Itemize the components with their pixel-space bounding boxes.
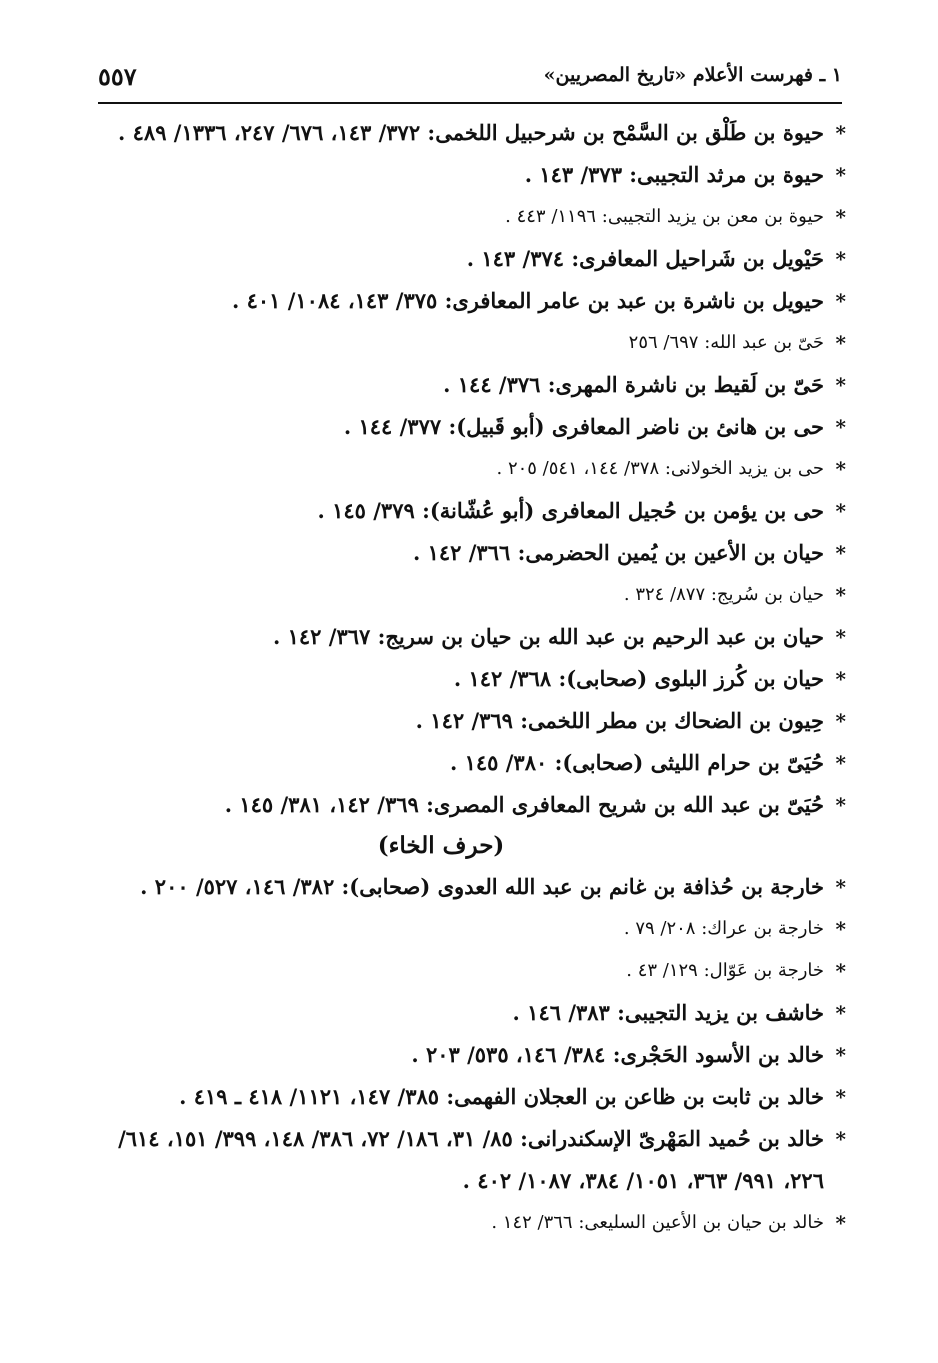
entry-text: حِيون بن الضحاك بن مطر اللخمى: ٣٦٩/ ١٤٢ . [415,708,824,733]
bullet-icon: * [835,1127,846,1151]
entry-text: حَيْويل بن شَراحيل المعافرى: ٣٧٤/ ١٤٣ . [466,246,824,271]
index-entry [96,574,846,616]
entry-text: خالد بن الأسود الحَجْرى: ٣٨٤/ ١٤٦، ٥٣٥/ ٢٠٣ . [411,1042,824,1067]
entry-text: حَىّ بن لَقيط بن ناشرة المهرى: ٣٧٦/ ١٤٤ . [443,372,824,397]
bullet-icon: * [835,331,846,355]
bullet-icon: * [835,959,846,983]
bullet-icon: * [835,667,846,691]
index-entry [96,406,846,448]
index-entry [96,992,846,1034]
entry-text: خالد بن حيان بن الأعين السليعى: ٣٦٦/ ١٤٢ . [491,1212,824,1233]
section-heading: (حرف الخاء) [377,832,505,859]
bullet-icon: * [835,1043,846,1067]
index-entries [96,112,846,1244]
entry-text: حيويل بن ناشرة بن عبد بن عامر المعافرى: ٣٧٥/ ١٤٣، ١٠٨٤/ ٤٠١ . [231,288,824,313]
index-entry [96,364,846,406]
bullet-icon: * [835,163,846,187]
bullet-icon: * [835,583,846,607]
bullet-icon: * [835,457,846,481]
entry-text: حيوة بن معن بن يزيد التجيبى: ١١٩٦/ ٤٤٣ . [505,206,824,227]
index-entry [96,196,846,238]
index-entry [96,658,846,700]
index-entry [96,448,846,490]
index-entry [96,490,846,532]
entry-text: حُيَىّ بن حرام الليثى (صحابى): ٣٨٠/ ١٤٥ . [449,750,824,775]
bullet-icon: * [835,1085,846,1109]
index-entry [96,280,846,322]
bullet-icon: * [835,499,846,523]
entry-text: حُيَىّ بن عبد الله بن شريح المعافرى المصرى: ٣٦٩/ ١٤٢، ٣٨١/ ١٤٥ . [224,792,824,817]
bullet-icon: * [835,1211,846,1235]
entry-text: خارجة بن حُذافة بن غانم بن عبد الله العدوى (صحابى): ٣٨٢/ ١٤٦، ٥٢٧/ ٢٠٠ . [140,874,824,899]
index-entry [96,742,846,784]
entry-text: حيوة بن طَلْق بن السَّمْح بن شرحبيل اللخمى: ٣٧٢/ ١٤٣، ٦٧٦/ ٢٤٧، ١٣٣٦/ ٤٨٩ . [118,120,824,145]
index-entry [96,1034,846,1076]
bullet-icon: * [835,289,846,313]
entry-text: حيان بن سُريج: ٨٧٧/ ٣٢٤ . [623,584,824,605]
bullet-icon: * [835,121,846,145]
index-entry [96,950,846,992]
page-number: ٥٥٧ [98,62,137,91]
index-entry [96,784,846,826]
bullet-icon: * [835,917,846,941]
entry-text: حيان بن كُرز البلوى (صحابى): ٣٦٨/ ١٤٢ . [453,666,824,691]
index-entry [96,1118,846,1202]
bullet-icon: * [835,625,846,649]
bullet-icon: * [835,793,846,817]
index-entry [96,322,846,364]
entries-ha-section [96,112,846,826]
bullet-icon: * [835,875,846,899]
index-entry [96,866,846,908]
index-entry [96,1202,846,1244]
entry-text: حَىّ بن عبد الله: ٦٩٧/ ٢٥٦ [628,332,824,353]
index-entry [96,532,846,574]
index-entry [96,154,846,196]
entry-text: خاشف بن يزيد التجيبى: ٣٨٣/ ١٤٦ . [512,1000,824,1025]
index-entry [96,908,846,950]
index-entry [96,616,846,658]
entry-text: خالد بن حُميد المَهْرىّ الإسكندرانى: ٨٥/ ٣١، ١٨٦/ ٧٢، ٣٨٦/ ١٤٨، ٣٩٩/ ١٥١، ٦١٤/ ٢٢٦، ٩٩١/ ٣٦٣، ١٠٥١/ ٣٨٤، ١٠٨٧/ ٤٠٢ . [118,1126,824,1193]
entry-text: حيان بن الأعين بن يُمين الحضرمى: ٣٦٦/ ١٤٢ . [412,540,824,565]
index-entry [96,238,846,280]
bullet-icon: * [835,205,846,229]
bullet-icon: * [835,709,846,733]
entry-text: خالد بن ثابت بن ظاعن بن العجلان الفهمى: ٣٨٥/ ١٤٧، ١١٢١/ ٤١٨ ـ ٤١٩ . [179,1084,824,1109]
entry-text: خارجة بن عَوّال: ١٢٩/ ٤٣ . [626,960,824,981]
bullet-icon: * [835,415,846,439]
entries-kha-section [96,866,846,1244]
bullet-icon: * [835,751,846,775]
page-header [98,58,842,104]
index-entry [96,700,846,742]
entry-text: حيوة بن مرثد التجيبى: ٣٧٣/ ١٤٣ . [524,162,824,187]
running-title: ١ ـ فهرست الأعلام «تاريخ المصريين» [543,64,842,86]
entry-text: حيان بن عبد الرحيم بن عبد الله بن حيان بن سريج: ٣٦٧/ ١٤٢ . [273,624,824,649]
bullet-icon: * [835,373,846,397]
entry-text: حى بن يزيد الخولانى: ٣٧٨/ ١٤٤، ٥٤١/ ٢٠٥ . [496,458,824,479]
index-entry [96,112,846,154]
entry-text: حى بن هانئ بن ناضر المعافرى (أبو قَبيل): ٣٧٧/ ١٤٤ . [343,414,824,439]
bullet-icon: * [835,541,846,565]
entry-text: حى بن يؤمن بن حُجيل المعافرى (أبو عُشّانة): ٣٧٩/ ١٤٥ . [317,498,824,523]
entry-text: خارجة بن عراك: ٢٠٨/ ٧٩ . [623,918,824,939]
bullet-icon: * [835,247,846,271]
index-entry [96,1076,846,1118]
bullet-icon: * [835,1001,846,1025]
